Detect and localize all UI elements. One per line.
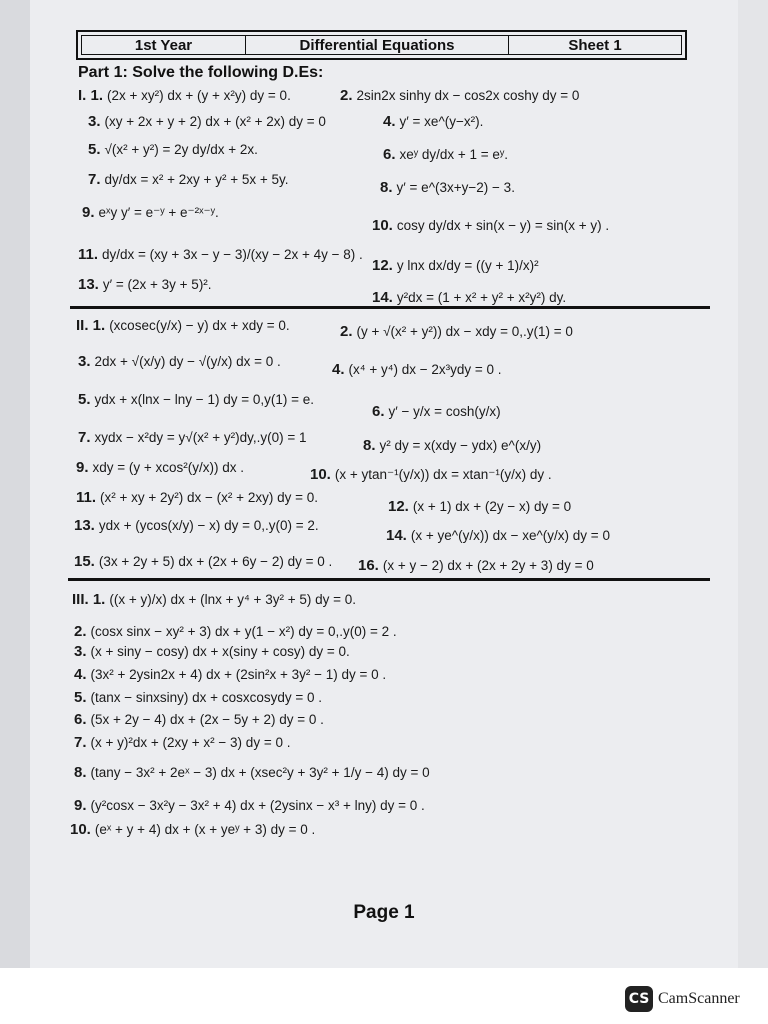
camscanner-logo-icon: CS xyxy=(625,986,653,1012)
header-course: Differential Equations xyxy=(246,36,509,54)
equation-item: 13. y′ = (2x + 3y + 5)². xyxy=(78,276,212,293)
equation-item: 6. y′ − y/x = cosh(y/x) xyxy=(372,403,501,420)
section-divider xyxy=(70,306,710,309)
equation-item: 12. (x + 1) dx + (2y − x) dy = 0 xyxy=(388,498,572,515)
equation-item: 2. (y + √(x² + y²)) dx − xdy = 0,.y(1) = 0 xyxy=(340,323,573,340)
equation-item: 7. (x + y)²dx + (2xy + x² − 3) dy = 0 . xyxy=(74,734,291,751)
equation-item: 7. dy/dx = x² + 2xy + y² + 5x + 5y. xyxy=(88,171,289,188)
equation-item: 3. 2dx + √(x/y) dy − √(y/x) dx = 0 . xyxy=(78,353,281,370)
equation-item: 9. eˣy y′ = e⁻ʸ + e⁻²ˣ⁻ʸ. xyxy=(82,204,219,221)
equation-item: 10. (eˣ + y + 4) dx + (x + yeʸ + 3) dy = 0 . xyxy=(70,821,316,838)
equation-item: 12. y lnx dx/dy = ((y + 1)/x)² xyxy=(372,257,539,274)
equation-item: 16. (x + y − 2) dx + (2x + 2y + 3) dy = 0 xyxy=(358,557,594,574)
equation-item: I. 1. (2x + xy²) dx + (y + x²y) dy = 0. xyxy=(78,87,291,104)
header-year: 1st Year xyxy=(82,36,246,54)
equation-item: II. 1. (xcosec(y/x) − y) dx + xdy = 0. xyxy=(76,317,290,334)
equation-item: 9. xdy = (y + xcos²(y/x)) dx . xyxy=(76,459,245,476)
equation-item: 11. (x² + xy + 2y²) dx − (x² + 2xy) dy = 0. xyxy=(76,489,318,506)
sheet-header-table xyxy=(76,30,687,60)
equation-item: 6. xeʸ dy/dx + 1 = eʸ. xyxy=(383,146,508,163)
camscanner-text: CamScanner xyxy=(658,990,740,1007)
equation-item: 6. (5x + 2y − 4) dx + (2x − 5y + 2) dy = 0 . xyxy=(74,711,324,728)
equation-item: 9. (y²cosx − 3x²y − 3x² + 4) dx + (2ysinx − x³ + lny) dy = 0 . xyxy=(74,797,425,814)
equation-item: 14. (x + ye^(y/x)) dx − xe^(y/x) dy = 0 xyxy=(386,527,610,544)
equation-item: 5. ydx + x(lnx − lny − 1) dy = 0,y(1) = e. xyxy=(78,391,314,408)
equation-item: 2. (cosx sinx − xy² + 3) dx + y(1 − x²) dy = 0,.y(0) = 2 . xyxy=(74,623,397,640)
equation-item: 11. dy/dx = (xy + 3x − y − 3)/(xy − 2x + 4y − 8) . xyxy=(78,246,363,263)
header-sheet: Sheet 1 xyxy=(568,36,622,54)
equation-item: 10. cosy dy/dx + sin(x − y) = sin(x + y) . xyxy=(372,217,610,234)
equation-item: 4. (3x² + 2ysin2x + 4) dx + (2sin²x + 3y² − 1) dy = 0 . xyxy=(74,666,387,683)
equation-item: 13. ydx + (ycos(x/y) − x) dy = 0,.y(0) = 2. xyxy=(74,517,319,534)
equation-item: 8. y² dy = x(xdy − ydx) e^(x/y) xyxy=(363,437,542,454)
equation-item: 10. (x + ytan⁻¹(y/x)) dx = xtan⁻¹(y/x) dy . xyxy=(310,466,552,483)
equation-item: 4. (x⁴ + y⁴) dx − 2x³ydy = 0 . xyxy=(332,361,502,378)
camscanner-watermark xyxy=(625,986,740,1012)
equation-item: 15. (3x + 2y + 5) dx + (2x + 6y − 2) dy = 0 . xyxy=(74,553,333,570)
page-number: Page 1 xyxy=(353,902,415,923)
equation-item: 7. xydx − x²dy = y√(x² + y²)dy,.y(0) = 1 xyxy=(78,429,307,446)
equation-item: 5. √(x² + y²) = 2y dy/dx + 2x. xyxy=(88,141,258,158)
background-strip-left xyxy=(0,0,30,968)
equation-item: 14. y²dx = (1 + x² + y² + x²y²) dy. xyxy=(372,289,567,306)
equation-item: 8. y′ = e^(3x+y−2) − 3. xyxy=(380,179,515,196)
part-title: Part 1: Solve the following D.Es: xyxy=(78,64,324,81)
equation-item: III. 1. ((x + y)/x) dx + (lnx + y⁴ + 3y² + 5) dy = 0. xyxy=(72,591,356,608)
equation-item: 8. (tany − 3x² + 2eˣ − 3) dx + (xsec²y + 3y² + 1/y − 4) dy = 0 xyxy=(74,764,430,781)
equation-item: 4. y′ = xe^(y−x²). xyxy=(383,113,484,130)
equation-item: 3. (xy + 2x + y + 2) dx + (x² + 2x) dy = 0 xyxy=(88,113,326,130)
equation-item: 5. (tanx − sinxsiny) dx + cosxcosydy = 0 . xyxy=(74,689,322,706)
background-strip-right xyxy=(738,0,768,968)
equation-item: 2. 2sin2x sinhy dx − cos2x coshy dy = 0 xyxy=(340,87,580,104)
equation-item: 3. (x + siny − cosy) dx + x(siny + cosy) dy = 0. xyxy=(74,643,350,660)
section-divider xyxy=(68,578,710,581)
